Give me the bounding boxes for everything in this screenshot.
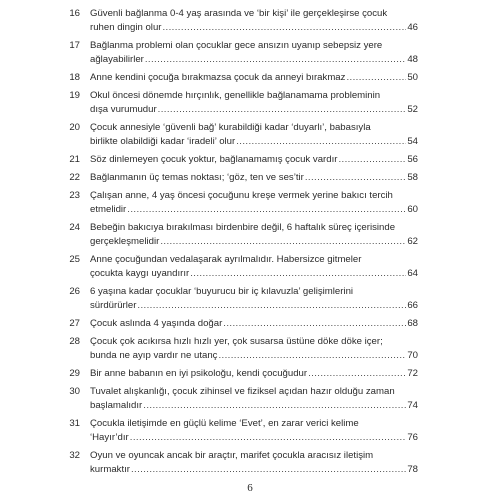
- entry-number: 23: [69, 190, 80, 201]
- entry-title-line: ‘Hayır’dır: [90, 431, 129, 443]
- dot-leader: [162, 21, 406, 35]
- toc-entry[interactable]: [60, 449, 418, 476]
- dot-leader: [160, 235, 406, 249]
- dot-leader: [218, 349, 406, 363]
- dot-leader: [158, 103, 407, 117]
- entry-title-line: Bağlanmanın üç temas noktası; ‘göz, ten ve ses’tir: [90, 172, 304, 183]
- entry-title-line: sürdürürler: [90, 299, 137, 311]
- entry-title-line: dışa vurumudur: [90, 103, 157, 115]
- entry-page-number: 56: [407, 154, 418, 165]
- entry-page-number: 72: [407, 368, 418, 379]
- entry-page-number: 78: [407, 463, 418, 475]
- entry-number: 17: [69, 40, 80, 51]
- entry-title-line: çocukta kaygı uyandırır: [90, 267, 190, 279]
- toc-entry[interactable]: [60, 7, 418, 34]
- toc-entry[interactable]: [60, 71, 418, 85]
- entry-title-line: Çocuk annesiyle ‘güvenli bağ’ kurabildiği kadar ‘duyarlı’, babasıyla: [90, 122, 371, 133]
- entry-title-line: Anne kendini çocuğa bırakmazsa çocuk da anneyi bırakmaz: [90, 72, 346, 83]
- toc-entry[interactable]: [60, 39, 418, 66]
- entry-number: 25: [69, 254, 80, 265]
- dot-leader: [223, 317, 406, 331]
- entry-title-line: bunda ne ayıp vardır ne utanç: [90, 349, 218, 361]
- dot-leader: [308, 367, 406, 381]
- toc-entry[interactable]: [60, 121, 418, 148]
- dot-leader: [338, 153, 406, 167]
- dot-leader: [131, 463, 406, 477]
- dot-leader: [190, 267, 406, 281]
- entry-title-line: Bebeğin bakıcıya bırakılması birdenbire değil, 6 haftalık süreç içerisinde: [90, 222, 396, 233]
- toc-entry[interactable]: [60, 89, 418, 116]
- entry-number: 21: [69, 154, 80, 165]
- entry-title-line: Bağlanma problemi olan çocuklar gece ansızın uyanıp sebepsiz yere: [90, 40, 383, 51]
- entry-number: 24: [69, 222, 80, 233]
- entry-title-line: Anne çocuğundan vedalaşarak ayrılmalıdır. Habersizce gitmeler: [90, 254, 362, 265]
- entry-page-number: 62: [407, 235, 418, 247]
- entry-number: 32: [69, 450, 80, 461]
- entry-number: 22: [69, 172, 80, 183]
- entry-number: 31: [69, 418, 80, 429]
- entry-title-line: Bir anne babanın en iyi psikoloğu, kendi çocuğudur: [90, 368, 308, 379]
- toc-entry[interactable]: [60, 367, 418, 381]
- dot-leader: [305, 171, 406, 185]
- dot-leader: [346, 71, 406, 85]
- dot-leader: [236, 135, 406, 149]
- entry-page-number: 64: [407, 267, 418, 279]
- toc-entry[interactable]: [60, 221, 418, 248]
- entry-title-line: gerçekleşmelidir: [90, 235, 160, 247]
- entry-title-line: başlamalıdır: [90, 399, 143, 411]
- entry-number: 16: [69, 8, 80, 19]
- dot-leader: [127, 203, 406, 217]
- dot-leader: [145, 53, 406, 67]
- entry-page-number: 48: [407, 53, 418, 65]
- entry-page-number: 54: [407, 135, 418, 147]
- entry-page-number: 50: [407, 72, 418, 83]
- toc-entry[interactable]: [60, 189, 418, 216]
- entry-number: 20: [69, 122, 80, 133]
- entry-title-line: Güvenli bağlanma 0-4 yaş arasında ve ‘bir kişi’ ile gerçekleşirse çocuk: [90, 8, 388, 19]
- entry-title-line: Okul öncesi dönemde hırçınlık, genellikle bağlanamama probleminin: [90, 90, 381, 101]
- entry-title-line: Çalışan anne, 4 yaş öncesi çocuğunu kreşe vermek yerine bakıcı tercih: [90, 190, 393, 201]
- toc-entry[interactable]: [60, 285, 418, 312]
- entry-page-number: 60: [407, 203, 418, 215]
- entry-page-number: 46: [407, 21, 418, 33]
- entry-number: 29: [69, 368, 80, 379]
- entry-title-line: kurmaktır: [90, 463, 130, 475]
- entry-page-number: 58: [407, 172, 418, 183]
- entry-page-number: 68: [407, 318, 418, 329]
- entry-title-line: ruhen dingin olur: [90, 21, 162, 33]
- entry-number: 28: [69, 336, 80, 347]
- dot-leader: [130, 431, 407, 445]
- toc-entry[interactable]: [60, 385, 418, 412]
- dot-leader: [137, 299, 406, 313]
- entry-page-number: 52: [407, 103, 418, 115]
- entry-title-line: Oyun ve oyuncak ancak bir araçtır, marifet çocukla aracısız iletişim: [90, 450, 374, 461]
- entry-page-number: 76: [407, 431, 418, 443]
- toc-entry[interactable]: [60, 253, 418, 280]
- entry-title-line: birlikte olabildiği kadar ‘iradeli’ olur: [90, 135, 236, 147]
- entry-title-line: 6 yaşına kadar çocuklar ‘buyurucu bir iç kılavuzla’ gelişimlerini: [90, 286, 354, 297]
- entry-title-line: Çocuk çok acıkırsa hızlı hızlı yer, çok susarsa üstüne döke döke içer;: [90, 336, 383, 347]
- entry-title-line: ağlayabilirler: [90, 53, 144, 65]
- entry-number: 18: [69, 72, 80, 83]
- toc-entry[interactable]: [60, 171, 418, 185]
- page-number: 6: [247, 482, 253, 494]
- entry-title-line: Tuvalet alışkanlığı, çocuk zihinsel ve fiziksel açıdan hazır olduğu zaman: [90, 386, 395, 397]
- entry-page-number: 74: [407, 399, 418, 411]
- entry-page-number: 66: [407, 299, 418, 311]
- entry-title-line: etmelidir: [90, 203, 127, 215]
- entry-number: 26: [69, 286, 80, 297]
- toc-entry[interactable]: [60, 417, 418, 444]
- entry-title-line: Çocuk aslında 4 yaşında doğar: [90, 318, 223, 329]
- toc-entry[interactable]: [60, 153, 418, 167]
- toc-entry[interactable]: [60, 317, 418, 331]
- entry-title-line: Söz dinlemeyen çocuk yoktur, bağlanamamış çocuk vardır: [90, 154, 338, 165]
- toc-entry[interactable]: [60, 335, 418, 362]
- entry-number: 27: [69, 318, 80, 329]
- entry-number: 19: [69, 90, 80, 101]
- entry-number: 30: [69, 386, 80, 397]
- entry-title-line: Çocukla iletişimde en güçlü kelime ‘Evet’, en zarar verici kelime: [90, 418, 359, 429]
- entry-page-number: 70: [407, 349, 418, 361]
- dot-leader: [143, 399, 406, 413]
